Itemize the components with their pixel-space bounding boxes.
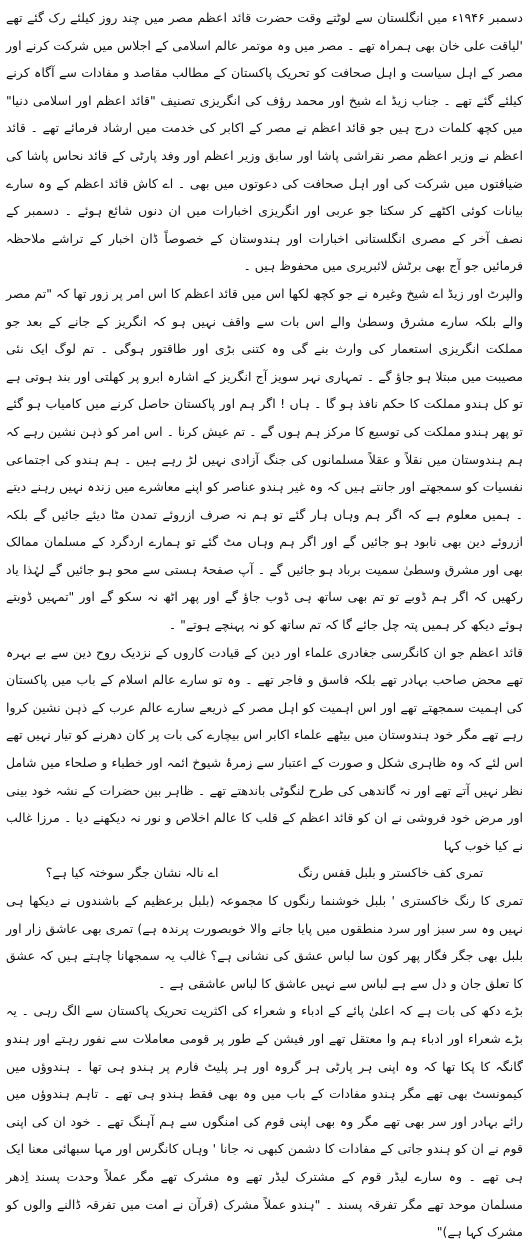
- paragraph-couplet-explanation: تمری کا رنگ خاکستری ' بلبل خوشنما رنگوں کا مجموعہ (بلبل برعظیم کے باشندوں نے دیکھا ہی نہیں وہ سر سبز اور سرد منطقوں میں پایا جانے والا خوبصورت پرندہ ہے) تمری بھی عاشق زار اور بلبل بھی جگر فگار پھر کون سا لباس عشق کی نشانی ہے؟ غالب یہ سمجھانا چاہتے ہیں کہ عشق کا تعلق جان و دل سے ہے لباس سے نہیں عاشق کا لباس عاشقی ہے ۔: [6, 893, 523, 991]
- paragraph-ulema-critique: قائد اعظم جو ان کانگرسی جغادری علماء اور دین کے قیادت کاروں کے نزدیک روح دین سے بے بہرہ تھے محض صاحب بہادر تھے بلکہ فاسق و فاجر تھے ۔ وہ تو سارے عالم اسلام کے باب میں پاکستان کی اہمیت سمجھتے تھے اور اس اہمیت کو اہل مصر کے ذریعے سارے عالم عرب کے ذہن نشین کروا رہے تھے مگر خود ہندوستان میں بیٹھے علماء اکابر اس بیچارے کی بات پر کان دھرنے کو تیار نہیں تھے اس لئے کہ وہ ظاہری شکل و صورت کے اعتبار سے زمرۂ شیوخ ائمہ اور خطباء و صلحاء میں شامل نظر نہیں آتے تھے اور نہ گاندھی کی طرح لنگوٹی باندھتے تھے ۔ ظاہر بین حضرات کے نشہ خود بینی اور مرض خود فروشی نے ان کو قائد اعظم کے قلب کا عالم اخلاص و نور نہ دیکھنے دیا ۔ مرزا غالب نے کیا خوب کہا: [6, 644, 523, 853]
- couplet-line-2: اے نالہ نشان جگر سوختہ کیا ہے؟: [45, 865, 219, 881]
- couplet-line-1: تمری کف خاکستر و بلبل قفس رنگ: [298, 865, 484, 881]
- paragraph-poets-absence: بڑے دکھ کی بات ہے کہ اعلیٰ پائے کے ادباء و شعراء کی اکثریت تحریک پاکستان سے الگ رہی ۔ یہ بڑے شعراء اور ادباء ہم وا معتقل تھے اور فیشن کے طور پر قومی معاملات سے نفور رہتے اور ہندو گانگہ کا پکا تھا کہ وہ اپنی ہر پارٹی ہر گروہ اور ہر پلیٹ فارم پر ہندو ہی تھا ۔ ہندوؤں میں کیمونسٹ بھی تھے مگر ہندو مفادات کے باب میں وہ بھی فقط ہندو ہی تھے ۔ تاہم ہندوؤں میں رائے بہادر اور سر بھی تھے مگر وہ بھی اپنی قوم کی امنگوں سے ہم آہنگ تھے ۔ خود ان کی اپنی قوم نے ان کو ہندو جاتی کے مفادات کا دشمن کبھی نہ جانا ' وہاں کانگرس اور مہا سبھائی معنا ایک ہی تھے ۔ وہ سارے لیڈر قوم کے مشترک لیڈر تھے وہ مشرک تھے مگر عملاً وحدت پسند اِدھر مسلمان موحد تھے مگر تفرقہ پسند ۔ "ہندو عملاً مشرک (قرآن نے امت میں تفرقہ ڈالنے والوں کو مشرک کہا ہے)": [6, 1003, 523, 1240]
- paragraph-quaid-warning: والپرٹ اور زیڈ اے شیخ وغیرہ نے جو کچھ لکھا اس میں قائد اعظم کا اس امر پر زور تھا کہ "تم مصر والے بلکہ سارے مشرق وسطیٰ والے اس بات سے واقف نہیں ہو کہ انگریز کے جانے کے بعد جو مملکت انگریزی استعمار کی وارث بنے گی وہ کتنی بڑی اور طاقتور ہوگی ۔ تم لوگ ایک نئی مصیبت میں مبتلا ہو جاؤ گے ۔ تمہاری نہر سویز آج انگریز کے اشارہ ابرو پر کھلتی اور بند ہوتی ہے تو کل ہندو مملکت کا حکم نافذ ہو گا ۔ ہاں ! اگر ہم اور پاکستان حاصل کرنے میں کامیاب ہو گئے تو پھر ہندو مملکت کی توسیع کا مرکز ہم ہوں گے ۔ تم عیش کرنا ۔ اس امر کو ذہن نشین رہے کہ ہم ہندوستان میں نقلاً و عقلاً مسلمانوں کی جنگ آزادی نہیں لڑ رہے ہیں ۔ ہم ہندو کی اجتماعی نفسیات کو سمجھتے اور جانتے ہیں کہ وہ غیر ہندو عناصر کو اپنے معاشرے میں زندہ نہیں رہنے دیتے ۔ ہمیں معلوم ہے کہ اگر ہم وہاں ہار گئے تو ہم نہ صرف ازروئے تمدن مٹا دیئے جائیں گے بلکہ ازروئے دین بھی نابود ہو جائیں گے اور اگر ہم وہاں مٹ گئے تو ہمارے اردگرد کے مسلمان ممالک بھی اور مشرق وسطیٰ سمیت برباد ہو جائیں گے ۔ آپ صفحۂ ہستی سے محو ہو جائیں گے لہٰذا یاد رکھیں کہ اگر ہم ڈوبے تو تم بھی ساتھ ہی ڈوب جاؤ گے اور پھر اٹھ نہ سکو گے اور "تمہیں ڈوبتے ہوئے دیکھ کر ہمیں پتہ چل جائے گا کہ تم ساتھ کو نہ پہنچے ہوتے" ۔: [6, 285, 523, 633]
- paragraph-cairo-visit: دسمبر ۱۹۴۶ء میں انگلستان سے لوٹتے وقت حضرت قائد اعظم مصر میں چند روز کیلئے رک گئے تھے 'لیاقت علی خان بھی ہمراہ تھے ۔ مصر میں وہ موتمر عالم اسلامی کے اجلاس میں شرکت کرنے اور مصر کے اہل سیاست و اہل صحافت کو تحریک پاکستان کے مطالب مقاصد و مفادات سے آگاہ کرنے کیلئے گئے تھے ۔ جناب زیڈ اے شیخ اور محمد رؤف کی انگریزی تصنیف "قائد اعظم اور اسلامی دنیا" میں کچھ کلمات درج ہیں جو قائد اعظم نے مصر کے اکابر کی خدمت میں ارشاد فرمائے تھے ۔ قائد اعظم نے وزیر اعظم مصر نقراشی پاشا اور سابق وزیر اعظم اور وفد پارٹی کے قائد نحاس پاشا کی ضیافتوں میں شرکت کی اور اہل صحافت کی دعوتوں میں بھی ۔ اے کاش قائد اعظم کے وہ سارے بیانات کوئی اکٹھے کر سکتا جو عربی اور انگریزی اخبارات میں ان دنوں شائع ہوئے ۔ دسمبر کے نصف آخر کے مصری انگلستانی اخبارات اور ہندوستان کے خصوصاً ڈان اخبار کے تراشے ملاحظہ فرمائیں جو آج بھی برٹش لائبریری میں محفوظ ہیں ۔: [6, 10, 523, 274]
- ghalib-couplet: [6, 859, 523, 887]
